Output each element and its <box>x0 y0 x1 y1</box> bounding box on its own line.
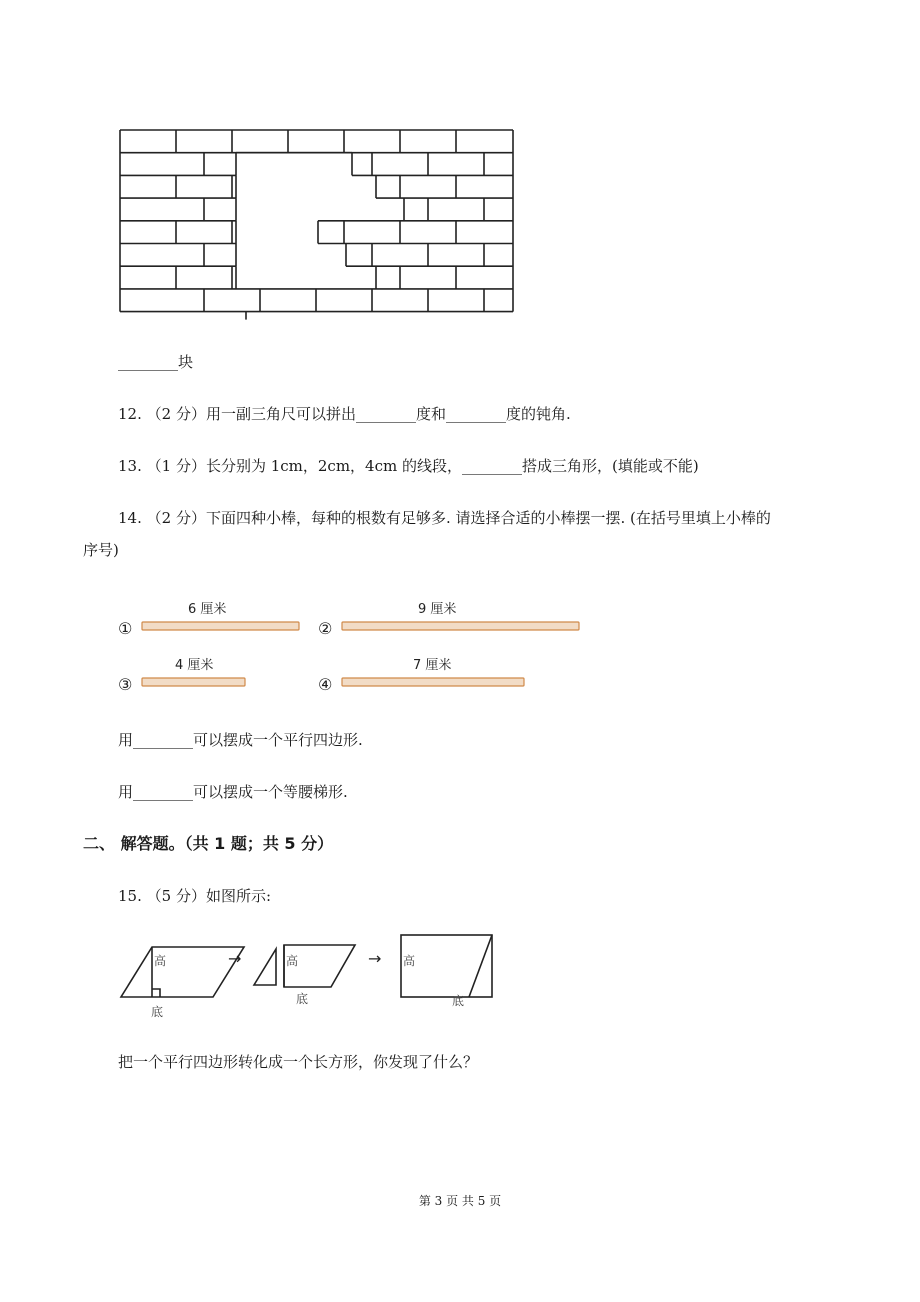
base-label-1: 底 <box>151 1005 164 1019</box>
base-label-2: 底 <box>296 992 309 1006</box>
q14-ans2-suffix: 可以摆成一个等腰梯形. <box>193 783 348 801</box>
q15-question: 把一个平行四边形转化成一个长方形，你发现了什么？ <box>118 1053 479 1071</box>
stick-2 <box>318 601 579 638</box>
stick-4-label: 7 厘米 <box>413 658 452 673</box>
q11-blank[interactable]: ________ <box>118 353 178 371</box>
parallelogram-to-rectangle-figure <box>0 925 920 1025</box>
q14-ans2-blank[interactable]: ________ <box>133 783 194 801</box>
stick-4-bar <box>342 678 524 686</box>
q13-text-b: 搭成三角形，(填能或不能) <box>522 457 699 475</box>
moved-triangle-edge <box>469 935 492 997</box>
stick-3 <box>118 657 245 694</box>
cut-triangle-shape <box>254 949 276 985</box>
q12-text-c: 度的钝角. <box>505 405 571 423</box>
sticks-figure <box>0 595 920 705</box>
height-label-3: 高 <box>403 954 416 968</box>
stick-1 <box>118 601 299 638</box>
q15-text: 如图所示: <box>205 887 272 905</box>
q13-score: （1 分） <box>146 457 206 475</box>
stick-4-marker: ④ <box>318 675 333 694</box>
q12-blank-2[interactable]: ________ <box>445 405 506 423</box>
question-14-line2 <box>83 540 119 560</box>
stick-1-bar <box>142 622 299 630</box>
stick-3-marker: ③ <box>118 675 133 694</box>
question-13 <box>118 456 699 476</box>
height-label-2: 高 <box>286 954 299 968</box>
q13-number: 13. <box>118 457 142 475</box>
q13-text-a: 长分别为 1cm，2cm，4cm 的线段， <box>205 457 462 475</box>
q14-number: 14. <box>118 509 142 527</box>
stick-1-label: 6 厘米 <box>188 602 227 617</box>
brick-wall-figure <box>0 0 920 330</box>
right-angle-mark <box>152 989 160 997</box>
q12-text-a: 用一副三角尺可以拼出 <box>205 405 356 423</box>
base-label-3: 底 <box>452 994 465 1008</box>
question-14-line1 <box>118 508 771 528</box>
q11-unit: 块 <box>178 353 194 371</box>
question-12 <box>118 404 571 424</box>
q14-answer-1 <box>118 730 363 750</box>
q14-answer-2 <box>118 782 348 802</box>
q14-ans1-suffix: 可以摆成一个平行四边形. <box>193 731 363 749</box>
height-label-1: 高 <box>154 954 167 968</box>
q13-blank[interactable]: ________ <box>462 457 522 475</box>
section-2-heading: 二、 解答题。（共 1 题；共 5 分） <box>83 834 334 853</box>
q14-ans1-blank[interactable]: ________ <box>133 731 194 749</box>
q14-ans1-prefix: 用 <box>118 731 134 749</box>
question-15 <box>118 886 271 906</box>
q12-blank-1[interactable]: ________ <box>355 405 416 423</box>
arrow-2: → <box>368 949 382 968</box>
q14-text-line2: 序号) <box>83 541 119 559</box>
q14-text-line1: 下面四种小棒，每种的根数有足够多. 请选择合适的小棒摆一摆. (在括号里填上小棒的 <box>205 509 771 527</box>
stick-4 <box>318 657 524 694</box>
page-footer: 第 3 页 共 5 页 <box>418 1194 502 1208</box>
stick-2-bar <box>342 622 579 630</box>
parallelogram-shape <box>121 947 244 997</box>
stick-3-bar <box>142 678 245 686</box>
stick-1-marker: ① <box>118 619 133 638</box>
arrow-1: → <box>228 949 242 968</box>
q14-ans2-prefix: 用 <box>118 783 134 801</box>
q14-score: （2 分） <box>146 509 206 527</box>
q15-number: 15. <box>118 887 142 905</box>
stick-2-label: 9 厘米 <box>418 602 457 617</box>
stick-3-label: 4 厘米 <box>175 658 214 673</box>
q12-number: 12. <box>118 405 142 423</box>
stick-2-marker: ② <box>318 619 333 638</box>
q15-score: （5 分） <box>146 887 206 905</box>
q11-answer-line <box>118 352 193 372</box>
q12-score: （2 分） <box>146 405 206 423</box>
q12-text-b: 度和 <box>415 405 446 423</box>
